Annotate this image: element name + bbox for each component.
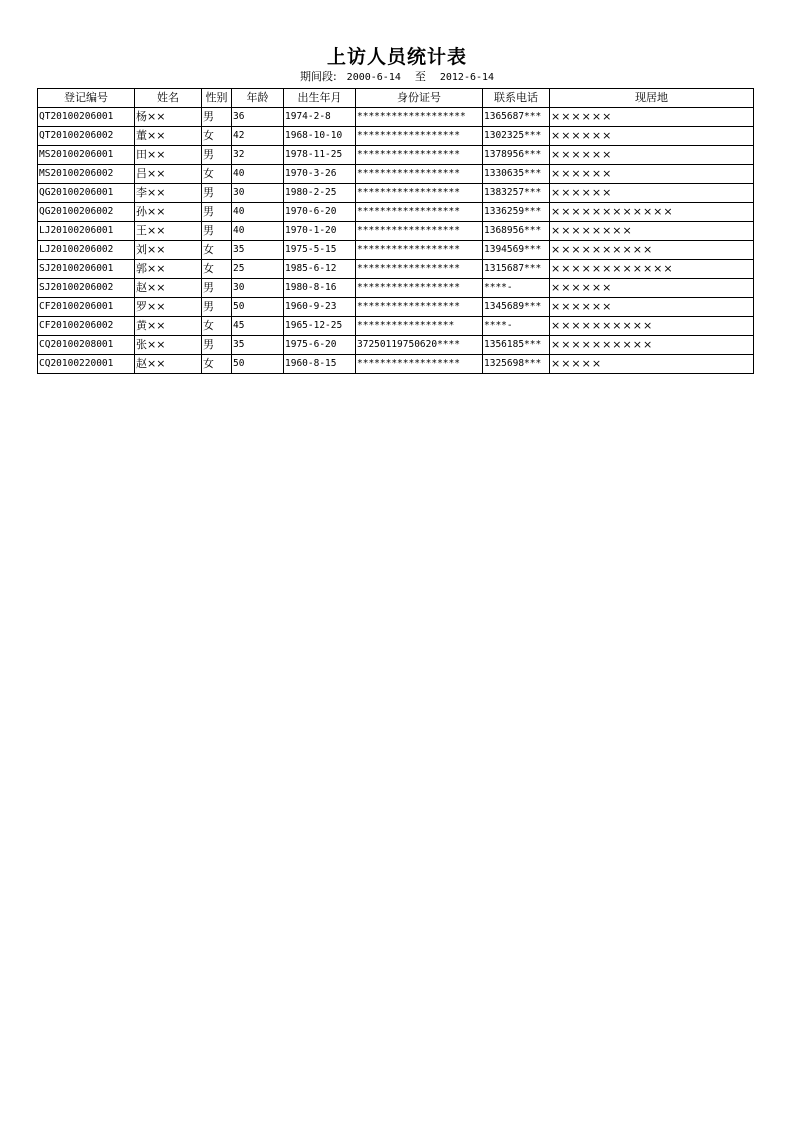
cell-id-number[interactable]: ****************** [356,222,483,241]
cell-id-number[interactable]: ****************** [356,355,483,374]
cell-id-number[interactable]: ****************** [356,279,483,298]
cell-birth-date[interactable]: 1960-8-15 [284,355,356,374]
cell-id-number[interactable]: ****************** [356,298,483,317]
cell-name[interactable]: 李×× [135,184,202,203]
cell-name[interactable]: 董×× [135,127,202,146]
cell-birth-date[interactable]: 1960-9-23 [284,298,356,317]
cell-registration-no[interactable]: QT20100206002 [38,127,135,146]
cell-age[interactable]: 30 [232,184,284,203]
cell-name[interactable]: 赵×× [135,279,202,298]
cell-name[interactable]: 黄×× [135,317,202,336]
cell-registration-no[interactable]: MS20100206002 [38,165,135,184]
cell-name[interactable]: 刘×× [135,241,202,260]
cell-birth-date[interactable]: 1974-2-8 [284,108,356,127]
cell-residence[interactable]: ×××××××××× [550,241,754,260]
cell-name[interactable]: 张×× [135,336,202,355]
cell-gender[interactable]: 女 [202,260,232,279]
cell-gender[interactable]: 男 [202,184,232,203]
cell-gender[interactable]: 男 [202,146,232,165]
cell-residence[interactable]: ×××××××××× [550,317,754,336]
cell-phone[interactable]: 1368956*** [483,222,550,241]
cell-id-number[interactable]: ****************** [356,203,483,222]
cell-phone[interactable]: 1336259*** [483,203,550,222]
cell-registration-no[interactable]: SJ20100206001 [38,260,135,279]
cell-name[interactable]: 孙×× [135,203,202,222]
cell-age[interactable]: 50 [232,355,284,374]
cell-phone[interactable]: 1378956*** [483,146,550,165]
sheet-title: 上访人员统计表 [326,46,467,68]
cell-registration-no[interactable]: CQ20100220001 [38,355,135,374]
table-row [38,279,754,298]
cell-phone[interactable]: 1394569*** [483,241,550,260]
cell-birth-date[interactable]: 1975-6-20 [284,336,356,355]
period-line [0,68,794,84]
cell-residence[interactable]: ×××××× [550,279,754,298]
cell-residence[interactable]: ×××××× [550,298,754,317]
cell-registration-no[interactable]: QG20100206002 [38,203,135,222]
cell-birth-date[interactable]: 1978-11-25 [284,146,356,165]
cell-id-number[interactable]: ****************** [356,260,483,279]
table-row [38,260,754,279]
cell-age[interactable]: 40 [232,165,284,184]
cell-id-number[interactable]: 37250119750620**** [356,336,483,355]
cell-age[interactable]: 25 [232,260,284,279]
table-row [38,203,754,222]
cell-name[interactable]: 罗×× [135,298,202,317]
cell-phone[interactable]: 1302325*** [483,127,550,146]
cell-id-number[interactable]: ****************** [356,165,483,184]
cell-age[interactable]: 32 [232,146,284,165]
cell-phone[interactable]: 1365687*** [483,108,550,127]
header-birth-date: 出生年月 [284,89,356,108]
table-row [38,222,754,241]
cell-name[interactable]: 田×× [135,146,202,165]
cell-residence[interactable]: ×××××× [550,108,754,127]
cell-phone[interactable]: ****- [483,317,550,336]
cell-name[interactable]: 赵×× [135,355,202,374]
cell-gender[interactable]: 女 [202,317,232,336]
cell-id-number[interactable]: ***************** [356,317,483,336]
cell-residence[interactable]: ×××××××× [550,222,754,241]
header-phone: 联系电话 [483,89,550,108]
cell-age[interactable]: 40 [232,203,284,222]
cell-phone[interactable]: 1383257*** [483,184,550,203]
cell-age[interactable]: 35 [232,241,284,260]
table-row [38,108,754,127]
period-label: 期间段: [299,70,337,83]
cell-gender[interactable]: 女 [202,127,232,146]
table-row [38,165,754,184]
cell-gender[interactable]: 女 [202,355,232,374]
cell-name[interactable]: 吕×× [135,165,202,184]
cell-birth-date[interactable]: 1970-3-26 [284,165,356,184]
cell-birth-date[interactable]: 1975-5-15 [284,241,356,260]
cell-phone[interactable]: ****- [483,279,550,298]
visitor-table [37,88,754,374]
cell-registration-no[interactable]: QT20100206001 [38,108,135,127]
cell-residence[interactable]: ×××××× [550,127,754,146]
cell-gender[interactable]: 男 [202,336,232,355]
cell-age[interactable]: 50 [232,298,284,317]
table-row [38,146,754,165]
cell-age[interactable]: 42 [232,127,284,146]
cell-birth-date[interactable]: 1980-8-16 [284,279,356,298]
cell-birth-date[interactable]: 1965-12-25 [284,317,356,336]
cell-registration-no[interactable]: QG20100206001 [38,184,135,203]
cell-age[interactable]: 45 [232,317,284,336]
cell-age[interactable]: 35 [232,336,284,355]
header-age: 年龄 [232,89,284,108]
cell-residence[interactable]: ××××× [550,355,754,374]
cell-residence[interactable]: ×××××××××××× [550,203,754,222]
cell-id-number[interactable]: ****************** [356,146,483,165]
header-id-number: 身份证号 [356,89,483,108]
cell-gender[interactable]: 女 [202,165,232,184]
table-row [38,317,754,336]
cell-phone[interactable]: 1345689*** [483,298,550,317]
cell-id-number[interactable]: ****************** [356,241,483,260]
cell-residence[interactable]: ×××××××××××× [550,260,754,279]
cell-phone[interactable]: 1330635*** [483,165,550,184]
cell-birth-date[interactable]: 1970-6-20 [284,203,356,222]
cell-registration-no[interactable]: LJ20100206001 [38,222,135,241]
period-start: 2000-6-14 [346,72,401,83]
cell-registration-no[interactable]: CF20100206001 [38,298,135,317]
cell-gender[interactable]: 女 [202,241,232,260]
cell-gender[interactable]: 男 [202,222,232,241]
cell-id-number[interactable]: ******************* [356,108,483,127]
period-separator: 至 [414,70,426,83]
cell-birth-date[interactable]: 1980-2-25 [284,184,356,203]
table-row [38,241,754,260]
cell-gender[interactable]: 男 [202,203,232,222]
cell-residence[interactable]: ×××××× [550,184,754,203]
cell-birth-date[interactable]: 1985-6-12 [284,260,356,279]
period-end: 2012-6-14 [439,72,495,83]
cell-gender[interactable]: 男 [202,298,232,317]
cell-phone[interactable]: 1356185*** [483,336,550,355]
cell-registration-no[interactable]: SJ20100206002 [38,279,135,298]
cell-name[interactable]: 杨×× [135,108,202,127]
table-row [38,127,754,146]
cell-id-number[interactable]: ****************** [356,184,483,203]
header-residence: 现居地 [550,89,754,108]
cell-birth-date[interactable]: 1968-10-10 [284,127,356,146]
cell-residence[interactable]: ×××××××××× [550,336,754,355]
cell-name[interactable]: 郭×× [135,260,202,279]
cell-registration-no[interactable]: LJ20100206002 [38,241,135,260]
table-row [38,184,754,203]
header-name: 姓名 [135,89,202,108]
cell-residence[interactable]: ×××××× [550,165,754,184]
cell-birth-date[interactable]: 1970-1-20 [284,222,356,241]
cell-id-number[interactable]: ****************** [356,127,483,146]
cell-registration-no[interactable]: MS20100206001 [38,146,135,165]
header-row [38,89,754,108]
cell-gender[interactable]: 男 [202,279,232,298]
cell-name[interactable]: 王×× [135,222,202,241]
cell-gender[interactable]: 男 [202,108,232,127]
header-registration-no: 登记编号 [38,89,135,108]
cell-residence[interactable]: ×××××× [550,146,754,165]
table-row [38,298,754,317]
cell-age[interactable]: 40 [232,222,284,241]
header-gender: 性别 [202,89,232,108]
table-row [38,355,754,374]
cell-age[interactable]: 36 [232,108,284,127]
cell-registration-no[interactable]: CQ20100208001 [38,336,135,355]
cell-phone[interactable]: 1325698*** [483,355,550,374]
table-row [38,336,754,355]
cell-phone[interactable]: 1315687*** [483,260,550,279]
cell-age[interactable]: 30 [232,279,284,298]
cell-registration-no[interactable]: CF20100206002 [38,317,135,336]
